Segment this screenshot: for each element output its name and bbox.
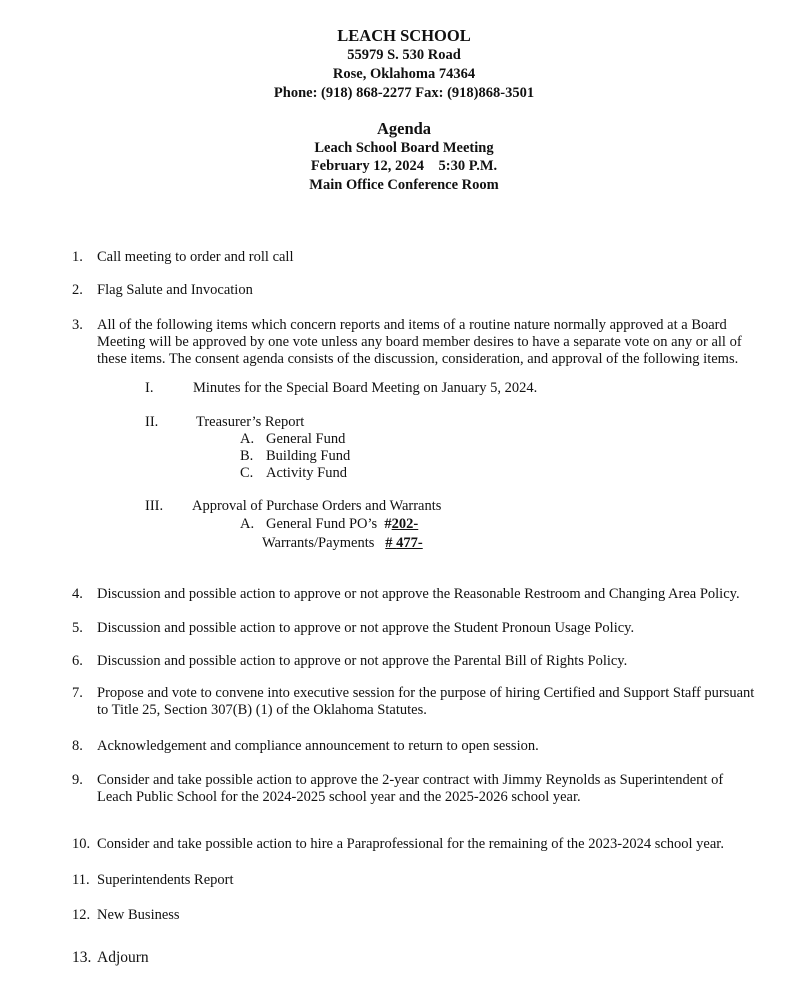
meeting-location: Main Office Conference Room xyxy=(309,177,499,193)
item-text: Propose and vote to convene into executive session for the purpose of hiring Certified and Support Staff pursuant xyxy=(97,685,755,701)
sub-letter: C. xyxy=(240,465,254,481)
address-line-2: Rose, Oklahoma 74364 xyxy=(332,66,476,82)
sub-letter: A. xyxy=(240,516,255,532)
item-number: 8. xyxy=(72,738,83,754)
building-fund: Building Fund xyxy=(266,448,351,464)
item-number: 6. xyxy=(72,653,83,669)
meeting-datetime: February 12, 2024 5:30 P.M. xyxy=(310,158,498,174)
item-text: to Title 25, Section 307(B) (1) of the Oklahoma Statutes. xyxy=(97,702,427,718)
item-number: 2. xyxy=(72,282,83,298)
roman-i: I. xyxy=(145,380,154,396)
po-number: 202- xyxy=(391,516,419,532)
warrants-number: # 477- xyxy=(385,535,423,551)
item-text: Adjourn xyxy=(97,949,149,966)
item-text: Consider and take possible action to approve the 2-year contract with Jimmy Reynolds as Superintendent of xyxy=(97,772,724,788)
item-number: 4. xyxy=(72,586,83,602)
item-text: Consider and take possible action to hire a Paraprofessional for the remaining of the 2023-2024 school year. xyxy=(97,836,724,852)
treasurer-report: Treasurer’s Report xyxy=(196,414,305,430)
minutes-item: Minutes for the Special Board Meeting on January 5, 2024. xyxy=(193,380,538,396)
po-label: General Fund PO’s xyxy=(266,516,378,532)
item-text: these items. The consent agenda consists of the discussion, consideration, and approval of the following items. xyxy=(97,351,739,367)
sub-letter: B. xyxy=(240,448,254,464)
school-name: LEACH SCHOOL xyxy=(337,26,471,45)
item-text: Flag Salute and Invocation xyxy=(97,282,253,298)
item-number: 5. xyxy=(72,620,83,636)
general-fund: General Fund xyxy=(266,431,346,447)
warrants-line xyxy=(262,535,423,552)
item-text: Superintendents Report xyxy=(97,872,234,888)
address-line-1: 55979 S. 530 Road xyxy=(347,47,461,63)
item-number: 11. xyxy=(72,872,90,888)
roman-iii: III. xyxy=(145,498,164,514)
item-number: 7. xyxy=(72,685,83,701)
contact-line: Phone: (918) 868-2277 Fax: (918)868-3501 xyxy=(273,85,535,101)
sub-letter: A. xyxy=(240,431,255,447)
purchase-orders-item: Approval of Purchase Orders and Warrants xyxy=(192,498,442,514)
item-text: Discussion and possible action to approve or not approve the Parental Bill of Rights Policy. xyxy=(97,653,628,669)
activity-fund: Activity Fund xyxy=(266,465,347,481)
item-text: Leach Public School for the 2024-2025 school year and the 2025-2026 school year. xyxy=(97,789,581,805)
item-text: New Business xyxy=(97,907,180,923)
item-text: All of the following items which concern reports and items of a routine nature normally approved at a Board xyxy=(97,317,727,333)
item-number: 12. xyxy=(72,907,91,923)
item-text: Acknowledgement and compliance announcement to return to open session. xyxy=(97,738,539,754)
agenda-title: Agenda xyxy=(376,119,432,138)
item-number: 13. xyxy=(72,949,92,966)
roman-ii: II. xyxy=(145,414,159,430)
warrants-label: Warrants/Payments xyxy=(262,535,375,551)
item-text: Discussion and possible action to approve or not approve the Reasonable Restroom and Changing Area Policy. xyxy=(97,586,740,602)
po-hash: # xyxy=(384,516,392,532)
item-text: Discussion and possible action to approve or not approve the Student Pronoun Usage Policy. xyxy=(97,620,635,636)
item-number: 1. xyxy=(72,249,83,265)
item-number: 10. xyxy=(72,836,91,852)
item-number: 9. xyxy=(72,772,83,788)
item-number: 3. xyxy=(72,317,83,333)
item-text: Meeting will be approved by one vote unless any board member desires to have a separate vote on any or all of xyxy=(97,334,742,350)
item-text: Call meeting to order and roll call xyxy=(97,249,294,265)
meeting-name: Leach School Board Meeting xyxy=(314,140,494,156)
po-line xyxy=(266,516,433,533)
